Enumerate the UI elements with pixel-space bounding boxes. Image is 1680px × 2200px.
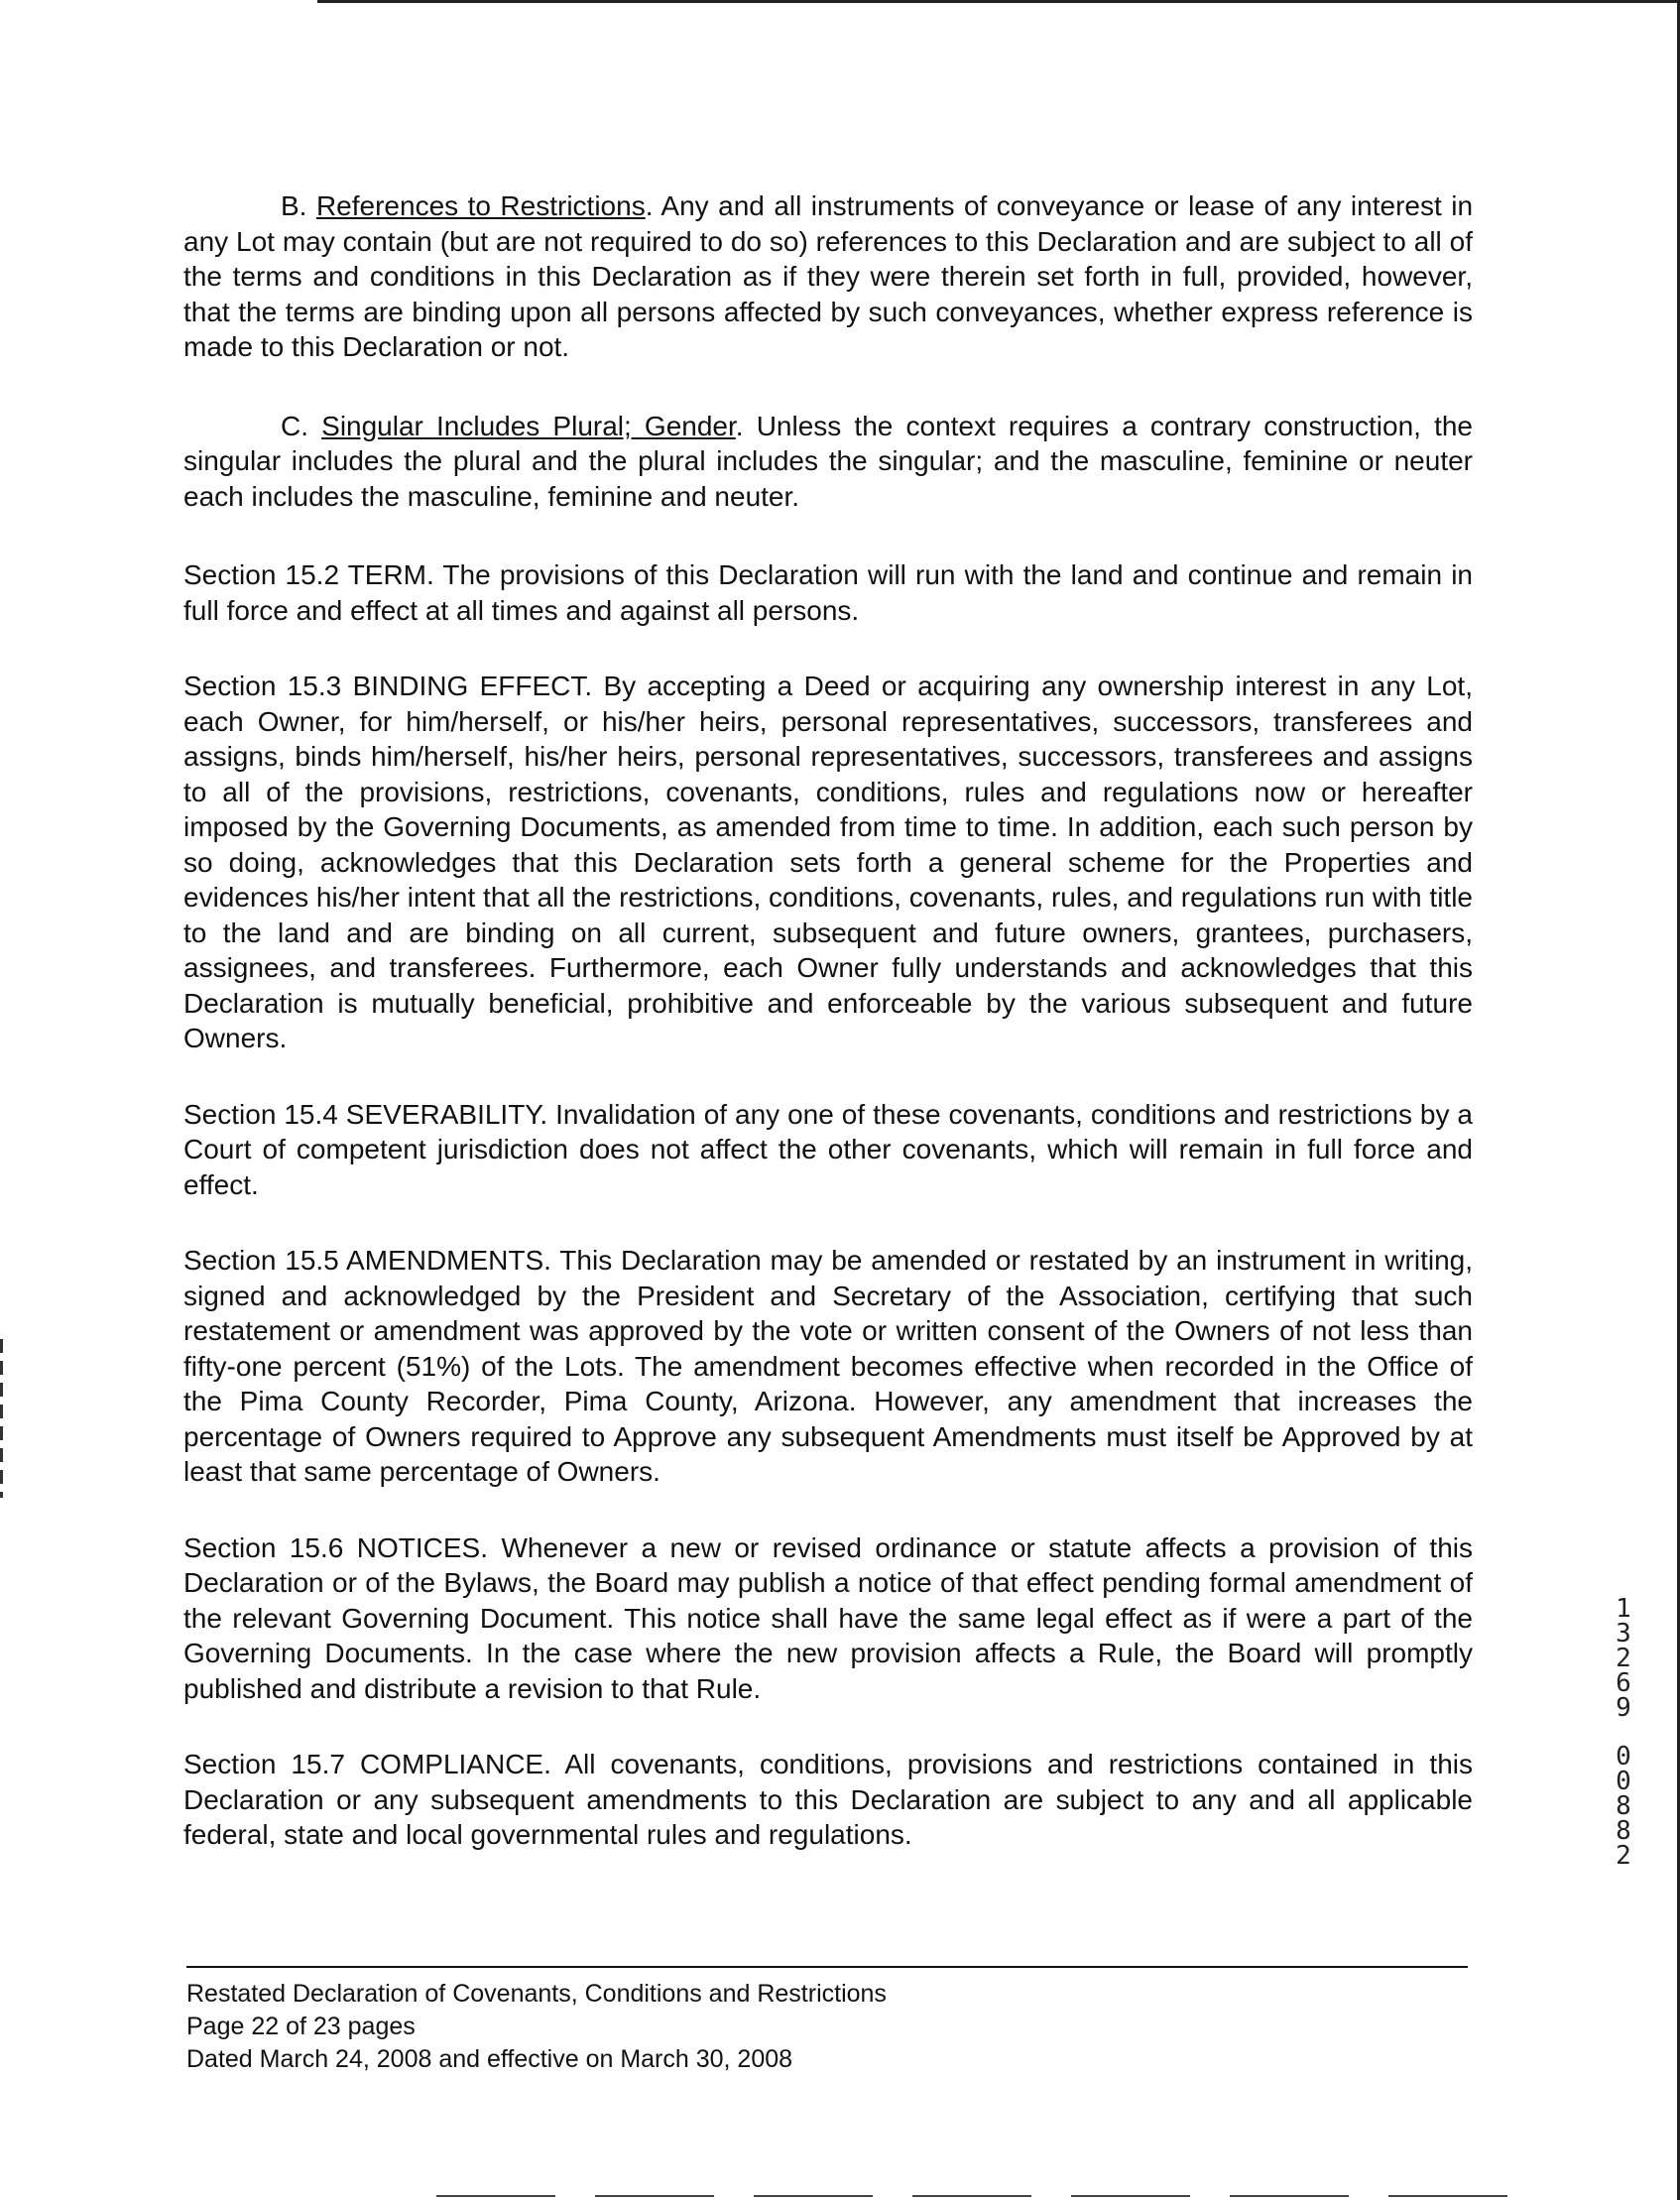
section-15-6-notices: Section 15.6 NOTICES. Whenever a new or revised ordinance or statute affects a provision of this Declaration or of the Bylaws, the Board may publish a notice of that effect pending formal amendment of the relevant Governing Document. This notice shall have the same legal effect as if were a part of the Governing Documents. In the case where the new provision affects a Rule, the Board will promptly published and distribute a revision to that Rule. (183, 1531, 1473, 1704)
section-15-5-amendments: Section 15.5 AMENDMENTS. This Declaration may be amended or restated by an instrument in writing, signed and acknowledged by the President and Secretary of the Association, certifying that such restatement or amendment was approved by the vote or written consent of the Owners of not less than fifty-one percent (51%) of the Lots. The amendment becomes effective when recorded in the Office of the Pima County Recorder, Pima County, Arizona. However, any amendment that increases the percentage of Owners required to Approve any subsequent Amendments must itself be Approved by at least that same percentage of Owners. (183, 1245, 1473, 1487)
stamp-digit: 2 (1616, 1644, 1631, 1673)
paragraph-b (183, 188, 1473, 365)
paragraph-c (183, 409, 1473, 515)
stamp-digit: 2 (1616, 1841, 1631, 1871)
stamp-digit: 1 (1616, 1594, 1631, 1624)
stamp-digit: 6 (1616, 1668, 1631, 1698)
footer-page-number: Page 22 of 23 pages (186, 2013, 416, 2040)
stamp-digit: 8 (1616, 1816, 1631, 1846)
document-body (183, 188, 1473, 1853)
stamp-digit: 0 (1616, 1742, 1631, 1772)
section-15-3-binding-effect: Section 15.3 BINDING EFFECT. By accepting a Deed or acquiring any ownership interest in any Lot, each Owner, for him/herself, or his/her heirs, personal representatives, successors, transferees and assigns, binds him/herself, his/her heirs, personal representatives, successors, transferees and assigns to all of the provisions, restrictions, covenants, conditions, rules and regulations now or hereafter imposed by the Governing Documents, as amended from time to time. In addition, each such person by so doing, acknowledges that this Declaration sets forth a general scheme for the Properties and evidences his/her intent that all the restrictions, conditions, covenants, rules, and regulations run with title to the land and are binding on all current, subsequent and future owners, grantees, purchasers, assignees, and transferees. Furthermore, each Owner fully understands and acknowledges that this Declaration is mutually beneficial, prohibitive and enforceable by the various subsequent and future Owners. (183, 671, 1473, 1053)
stamp-digit: 0 (1616, 1767, 1631, 1796)
stamp-digit: 3 (1616, 1619, 1631, 1649)
paragraph-c-text: . Unless the context requires a contrary construction, the singular includes the plural and the plural includes the singular; and the masculine, feminine or neuter each includes the masculine, feminine and neuter. (183, 410, 1474, 512)
paragraph-b-title: References to Restrictions (315, 190, 646, 221)
recording-stamp (1609, 1594, 1638, 1871)
paragraph-b-text: . Any and all instruments of conveyance or lease of any interest in any Lot may contain (but are not required to do so) references to this Declaration and are subject to all of the terms and conditions in this Declaration as if they were therein set forth in full, provided, however, that the terms are binding upon all persons affected by such conveyances, whether express reference is made to this Declaration or not. (183, 190, 1474, 362)
stamp-digit: 8 (1616, 1791, 1631, 1821)
footer-dated: Dated March 24, 2008 and effective on March 30, 2008 (186, 2045, 793, 2073)
scan-border-bottom (436, 2195, 1547, 2197)
scan-margin-marks (0, 1339, 3, 1498)
paragraph-c-title: Singular Includes Plural; Gender (321, 410, 736, 441)
section-15-2-term: Section 15.2 TERM. The provisions of this Declaration will run with the land and continue and remain in full force and effect at all times and against all persons. (183, 559, 1473, 626)
footer-document-title: Restated Declaration of Covenants, Conditions and Restrictions (186, 1980, 887, 2008)
paragraph-b-label: B. (281, 190, 307, 221)
stamp-digit: 9 (1616, 1693, 1631, 1723)
scan-border-top (317, 0, 1680, 3)
section-15-4-severability: Section 15.4 SEVERABILITY. Invalidation of any one of these covenants, conditions and restrictions by a Court of competent jurisdiction does not affect the other covenants, which will remain in full force and effect. (183, 1098, 1473, 1200)
page-footer (186, 1966, 1468, 2076)
paragraph-c-label: C. (281, 410, 308, 441)
section-15-7-compliance: Section 15.7 COMPLIANCE. All covenants, conditions, provisions and restrictions contained in this Declaration or any subsequent amendments to this Declaration are subject to any and all applicable federal, state and local governmental rules and regulations. (183, 1749, 1473, 1850)
